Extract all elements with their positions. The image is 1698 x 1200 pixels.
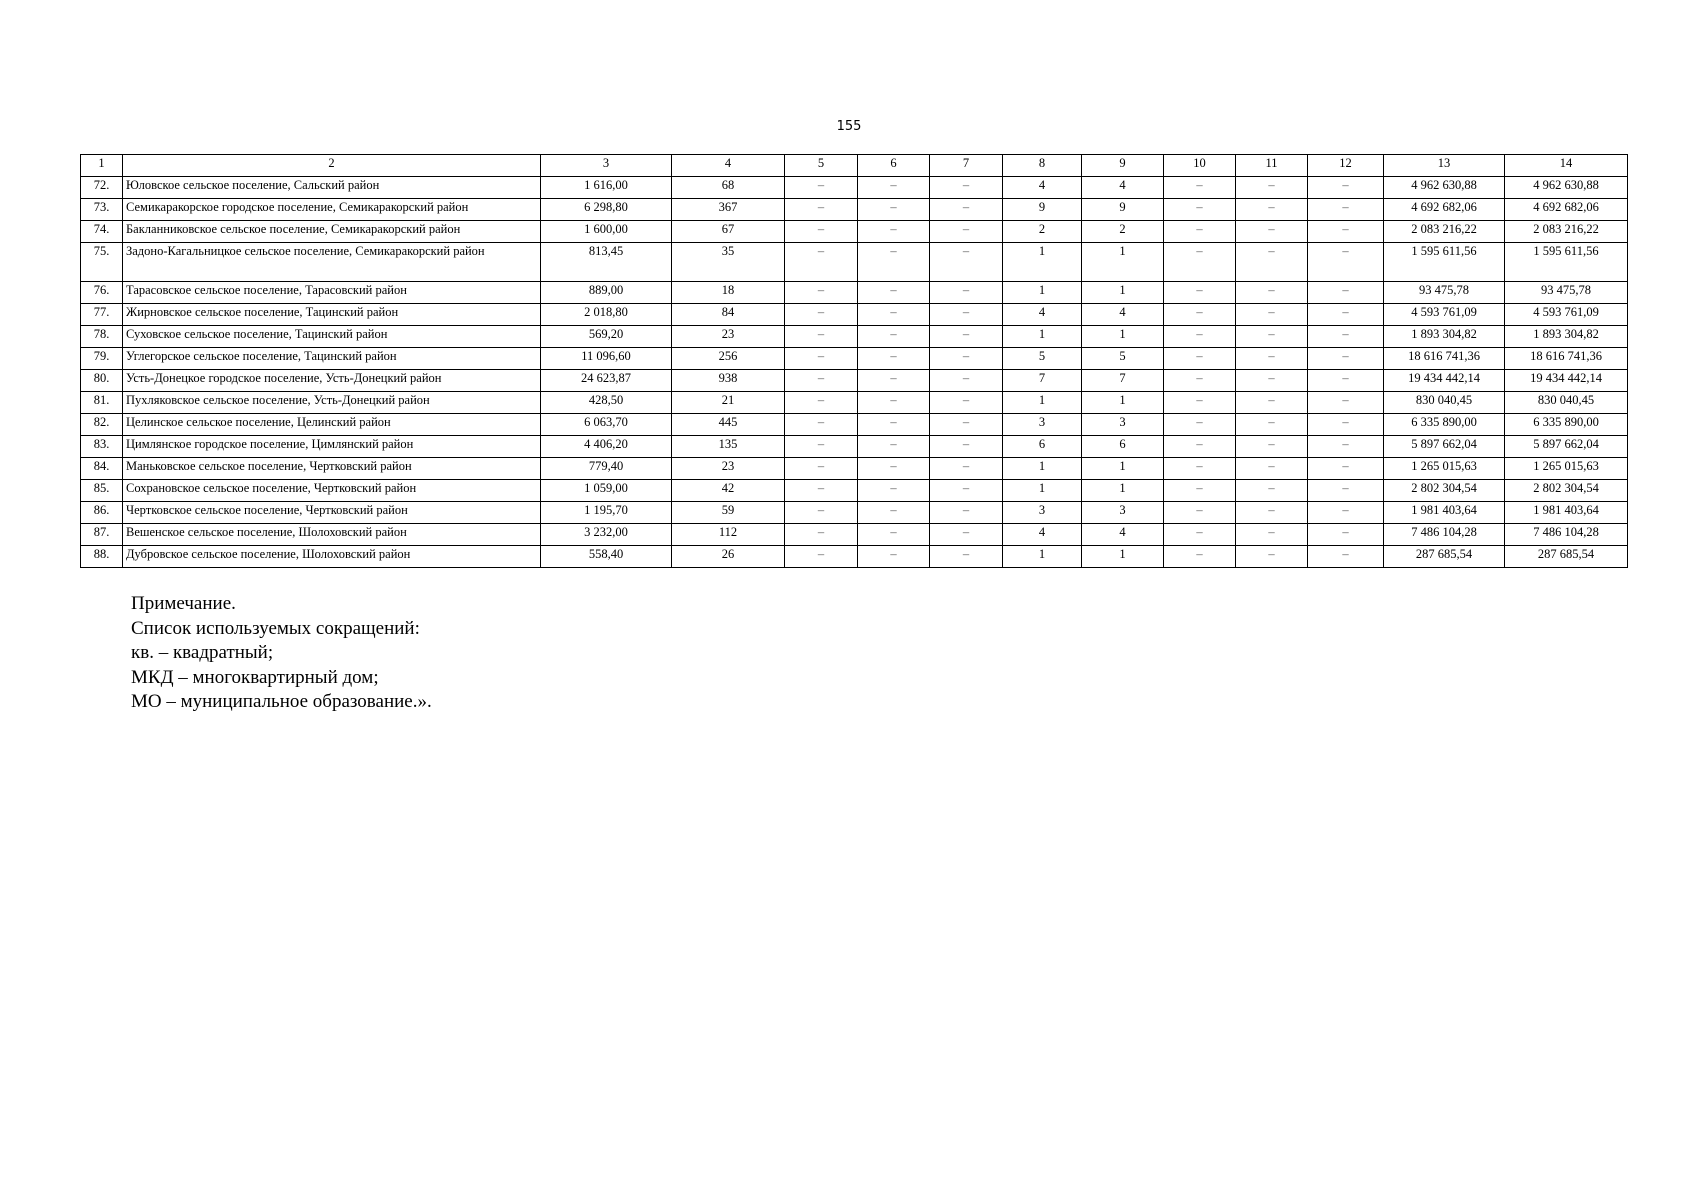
table-cell: – bbox=[785, 177, 858, 199]
table-cell: – bbox=[1308, 392, 1384, 414]
table-cell: 1 893 304,82 bbox=[1505, 326, 1628, 348]
table-cell: – bbox=[1308, 546, 1384, 568]
table-cell: – bbox=[858, 392, 930, 414]
column-number-row bbox=[81, 155, 1628, 177]
table-cell: – bbox=[1164, 177, 1236, 199]
table-cell: – bbox=[930, 304, 1003, 326]
table-cell: – bbox=[858, 546, 930, 568]
table-cell: 830 040,45 bbox=[1384, 392, 1505, 414]
table-cell: 6 335 890,00 bbox=[1384, 414, 1505, 436]
table-cell: 4 692 682,06 bbox=[1384, 199, 1505, 221]
table-cell: – bbox=[858, 436, 930, 458]
table-cell: 5 897 662,04 bbox=[1384, 436, 1505, 458]
table-cell: – bbox=[1236, 546, 1308, 568]
table-cell: – bbox=[1308, 348, 1384, 370]
table-cell: – bbox=[1164, 221, 1236, 243]
table-cell: 6 bbox=[1003, 436, 1082, 458]
table-cell: – bbox=[785, 243, 858, 282]
table-cell: 1 bbox=[1082, 282, 1164, 304]
table-cell: 5 bbox=[1082, 348, 1164, 370]
note-abbreviation-mo: МО – муниципальное образование.». bbox=[131, 691, 432, 712]
column-number-cell: 6 bbox=[858, 155, 930, 177]
table-row bbox=[81, 414, 1628, 436]
row-number-cell: 76. bbox=[81, 282, 123, 304]
table-cell: – bbox=[1308, 243, 1384, 282]
row-number-cell: 85. bbox=[81, 480, 123, 502]
table-row bbox=[81, 221, 1628, 243]
table-row bbox=[81, 370, 1628, 392]
table-cell: – bbox=[1236, 524, 1308, 546]
table-cell: – bbox=[785, 326, 858, 348]
settlement-name-cell: Цимлянское городское поселение, Цимлянский район bbox=[123, 436, 541, 458]
table-cell: 779,40 bbox=[541, 458, 672, 480]
table-cell: 19 434 442,14 bbox=[1505, 370, 1628, 392]
table-cell: – bbox=[858, 243, 930, 282]
table-cell: – bbox=[858, 414, 930, 436]
table-cell: – bbox=[785, 348, 858, 370]
table-row bbox=[81, 458, 1628, 480]
column-number-cell: 14 bbox=[1505, 155, 1628, 177]
table-cell: 6 bbox=[1082, 436, 1164, 458]
table-cell: 1 bbox=[1003, 392, 1082, 414]
table-cell: 2 bbox=[1003, 221, 1082, 243]
row-number-cell: 83. bbox=[81, 436, 123, 458]
table-cell: 3 bbox=[1082, 502, 1164, 524]
table-cell: 4 406,20 bbox=[541, 436, 672, 458]
table-cell: 4 bbox=[1082, 304, 1164, 326]
table-cell: – bbox=[1236, 243, 1308, 282]
table-cell: 6 298,80 bbox=[541, 199, 672, 221]
table-cell: – bbox=[1164, 546, 1236, 568]
note-abbreviation-kv: кв. – квадратный; bbox=[131, 642, 274, 663]
table-cell: – bbox=[858, 458, 930, 480]
data-table bbox=[80, 154, 1628, 568]
note-block bbox=[131, 592, 432, 715]
settlement-name-cell: Целинское сельское поселение, Целинский район bbox=[123, 414, 541, 436]
column-number-cell: 13 bbox=[1384, 155, 1505, 177]
settlement-name-cell: Тарасовское сельское поселение, Тарасовский район bbox=[123, 282, 541, 304]
table-cell: 2 bbox=[1082, 221, 1164, 243]
table-cell: 19 434 442,14 bbox=[1384, 370, 1505, 392]
table-cell: 1 bbox=[1003, 546, 1082, 568]
table-cell: 367 bbox=[672, 199, 785, 221]
table-cell: – bbox=[1308, 370, 1384, 392]
table-cell: – bbox=[858, 282, 930, 304]
table-cell: 23 bbox=[672, 458, 785, 480]
table-cell: – bbox=[785, 502, 858, 524]
table-cell: – bbox=[1236, 282, 1308, 304]
table-cell: 4 593 761,09 bbox=[1505, 304, 1628, 326]
table-cell: 1 195,70 bbox=[541, 502, 672, 524]
row-number-cell: 81. bbox=[81, 392, 123, 414]
table-cell: 18 616 741,36 bbox=[1505, 348, 1628, 370]
table-cell: 1 bbox=[1003, 282, 1082, 304]
table-cell: – bbox=[1164, 282, 1236, 304]
table-cell: 5 897 662,04 bbox=[1505, 436, 1628, 458]
table-cell: 7 486 104,28 bbox=[1384, 524, 1505, 546]
table-cell: – bbox=[1308, 221, 1384, 243]
table-cell: – bbox=[858, 348, 930, 370]
table-cell: 93 475,78 bbox=[1384, 282, 1505, 304]
table-cell: 1 981 403,64 bbox=[1384, 502, 1505, 524]
table-cell: – bbox=[930, 177, 1003, 199]
table-cell: – bbox=[858, 524, 930, 546]
row-number-cell: 73. bbox=[81, 199, 123, 221]
row-number-cell: 74. bbox=[81, 221, 123, 243]
settlement-name-cell: Вешенское сельское поселение, Шолоховский район bbox=[123, 524, 541, 546]
table-cell: 4 bbox=[1082, 177, 1164, 199]
table-cell: 1 595 611,56 bbox=[1505, 243, 1628, 282]
table-cell: – bbox=[1164, 370, 1236, 392]
table-cell: 1 bbox=[1082, 243, 1164, 282]
table-cell: 889,00 bbox=[541, 282, 672, 304]
row-number-cell: 77. bbox=[81, 304, 123, 326]
settlement-name-cell: Сохрановское сельское поселение, Чертковский район bbox=[123, 480, 541, 502]
table-cell: 287 685,54 bbox=[1384, 546, 1505, 568]
table-cell: 445 bbox=[672, 414, 785, 436]
table-cell: – bbox=[1236, 414, 1308, 436]
column-number-cell: 7 bbox=[930, 155, 1003, 177]
table-cell: 7 bbox=[1003, 370, 1082, 392]
page-number: 155 bbox=[836, 119, 862, 134]
table-cell: – bbox=[785, 546, 858, 568]
settlement-name-cell: Юловское сельское поселение, Сальский район bbox=[123, 177, 541, 199]
settlement-name-cell: Усть-Донецкое городское поселение, Усть-Донецкий район bbox=[123, 370, 541, 392]
column-number-cell: 4 bbox=[672, 155, 785, 177]
row-number-cell: 80. bbox=[81, 370, 123, 392]
table-cell: 67 bbox=[672, 221, 785, 243]
table-cell: 1 bbox=[1082, 392, 1164, 414]
table-cell: – bbox=[1236, 177, 1308, 199]
table-cell: – bbox=[1236, 480, 1308, 502]
table-cell: – bbox=[1164, 436, 1236, 458]
table-cell: 11 096,60 bbox=[541, 348, 672, 370]
table-cell: 1 265 015,63 bbox=[1384, 458, 1505, 480]
table-cell: 1 bbox=[1003, 480, 1082, 502]
column-number-cell: 9 bbox=[1082, 155, 1164, 177]
table-cell: – bbox=[930, 243, 1003, 282]
table-cell: – bbox=[858, 370, 930, 392]
table-cell: – bbox=[930, 282, 1003, 304]
table-cell: – bbox=[1308, 282, 1384, 304]
table-cell: – bbox=[930, 392, 1003, 414]
table-row bbox=[81, 243, 1628, 282]
settlement-name-cell: Пухляковское сельское поселение, Усть-Донецкий район bbox=[123, 392, 541, 414]
column-number-cell: 1 bbox=[81, 155, 123, 177]
table-cell: 112 bbox=[672, 524, 785, 546]
table-cell: 287 685,54 bbox=[1505, 546, 1628, 568]
table-cell: – bbox=[1236, 326, 1308, 348]
table-cell: 2 083 216,22 bbox=[1505, 221, 1628, 243]
column-number-cell: 12 bbox=[1308, 155, 1384, 177]
table-cell: – bbox=[1308, 326, 1384, 348]
table-cell: – bbox=[785, 414, 858, 436]
table-cell: – bbox=[1308, 524, 1384, 546]
table-cell: – bbox=[785, 392, 858, 414]
table-cell: – bbox=[1308, 502, 1384, 524]
table-cell: 4 692 682,06 bbox=[1505, 199, 1628, 221]
table-cell: 256 bbox=[672, 348, 785, 370]
table-cell: – bbox=[785, 480, 858, 502]
table-cell: – bbox=[1308, 199, 1384, 221]
column-number-cell: 5 bbox=[785, 155, 858, 177]
table-cell: 9 bbox=[1082, 199, 1164, 221]
settlement-name-cell: Бакланниковское сельское поселение, Семикаракорский район bbox=[123, 221, 541, 243]
table-cell: 4 bbox=[1003, 524, 1082, 546]
table-cell: 3 bbox=[1082, 414, 1164, 436]
table-cell: – bbox=[1236, 370, 1308, 392]
table-cell: 1 bbox=[1003, 458, 1082, 480]
column-number-cell: 3 bbox=[541, 155, 672, 177]
table-cell: – bbox=[930, 199, 1003, 221]
table-cell: – bbox=[1164, 524, 1236, 546]
table-cell: – bbox=[930, 480, 1003, 502]
table-cell: 7 bbox=[1082, 370, 1164, 392]
table-cell: 813,45 bbox=[541, 243, 672, 282]
table-cell: 24 623,87 bbox=[541, 370, 672, 392]
table-cell: – bbox=[1164, 199, 1236, 221]
row-number-cell: 72. bbox=[81, 177, 123, 199]
row-number-cell: 78. bbox=[81, 326, 123, 348]
table-cell: 26 bbox=[672, 546, 785, 568]
table-cell: – bbox=[930, 502, 1003, 524]
table-cell: – bbox=[930, 221, 1003, 243]
settlement-name-cell: Углегорское сельское поселение, Тацинский район bbox=[123, 348, 541, 370]
table-cell: – bbox=[858, 221, 930, 243]
table-cell: – bbox=[930, 524, 1003, 546]
table-cell: 1 600,00 bbox=[541, 221, 672, 243]
table-cell: – bbox=[785, 282, 858, 304]
table-cell: 2 018,80 bbox=[541, 304, 672, 326]
table-cell: – bbox=[785, 524, 858, 546]
settlement-name-cell: Семикаракорское городское поселение, Семикаракорский район bbox=[123, 199, 541, 221]
table-cell: – bbox=[1308, 436, 1384, 458]
table-cell: 42 bbox=[672, 480, 785, 502]
table-cell: 569,20 bbox=[541, 326, 672, 348]
settlement-name-cell: Дубровское сельское поселение, Шолоховский район bbox=[123, 546, 541, 568]
table-cell: – bbox=[858, 502, 930, 524]
table-cell: – bbox=[1164, 502, 1236, 524]
table-cell: 93 475,78 bbox=[1505, 282, 1628, 304]
table-cell: 4 bbox=[1082, 524, 1164, 546]
column-number-cell: 2 bbox=[123, 155, 541, 177]
table-cell: 4 593 761,09 bbox=[1384, 304, 1505, 326]
table-cell: – bbox=[1236, 436, 1308, 458]
table-cell: – bbox=[785, 458, 858, 480]
note-title: Примечание. bbox=[131, 593, 236, 614]
table-cell: 135 bbox=[672, 436, 785, 458]
table-cell: 4 962 630,88 bbox=[1505, 177, 1628, 199]
table-cell: 59 bbox=[672, 502, 785, 524]
table-cell: 35 bbox=[672, 243, 785, 282]
table-cell: 428,50 bbox=[541, 392, 672, 414]
table-cell: – bbox=[1164, 348, 1236, 370]
table-row bbox=[81, 502, 1628, 524]
table-cell: – bbox=[1308, 414, 1384, 436]
table-cell: 830 040,45 bbox=[1505, 392, 1628, 414]
table-row bbox=[81, 436, 1628, 458]
settlement-name-cell: Жирновское сельское поселение, Тацинский район bbox=[123, 304, 541, 326]
table-cell: – bbox=[1308, 304, 1384, 326]
table-cell: – bbox=[1236, 502, 1308, 524]
row-number-cell: 79. bbox=[81, 348, 123, 370]
table-cell: 3 bbox=[1003, 502, 1082, 524]
table-cell: 18 bbox=[672, 282, 785, 304]
table-cell: 5 bbox=[1003, 348, 1082, 370]
table-cell: 1 bbox=[1003, 243, 1082, 282]
table-row bbox=[81, 199, 1628, 221]
table-cell: – bbox=[930, 436, 1003, 458]
row-number-cell: 84. bbox=[81, 458, 123, 480]
table-cell: – bbox=[1308, 480, 1384, 502]
table-cell: 1 059,00 bbox=[541, 480, 672, 502]
row-number-cell: 88. bbox=[81, 546, 123, 568]
column-number-cell: 10 bbox=[1164, 155, 1236, 177]
table-cell: – bbox=[1164, 392, 1236, 414]
table-cell: 1 265 015,63 bbox=[1505, 458, 1628, 480]
table-cell: 7 486 104,28 bbox=[1505, 524, 1628, 546]
table-cell: 1 bbox=[1082, 458, 1164, 480]
table-row bbox=[81, 480, 1628, 502]
table-row bbox=[81, 304, 1628, 326]
table-cell: – bbox=[1164, 414, 1236, 436]
table-cell: – bbox=[785, 221, 858, 243]
table-cell: 2 083 216,22 bbox=[1384, 221, 1505, 243]
table-cell: 9 bbox=[1003, 199, 1082, 221]
table-cell: – bbox=[1236, 304, 1308, 326]
table-cell: 1 616,00 bbox=[541, 177, 672, 199]
table-cell: – bbox=[930, 458, 1003, 480]
table-cell: – bbox=[785, 199, 858, 221]
table-cell: – bbox=[785, 304, 858, 326]
table-row bbox=[81, 546, 1628, 568]
table-row bbox=[81, 326, 1628, 348]
table-cell: 1 893 304,82 bbox=[1384, 326, 1505, 348]
table-row bbox=[81, 177, 1628, 199]
table-cell: 1 bbox=[1082, 546, 1164, 568]
table-cell: – bbox=[1236, 221, 1308, 243]
table-cell: 3 232,00 bbox=[541, 524, 672, 546]
settlement-name-cell: Маньковское сельское поселение, Чертковский район bbox=[123, 458, 541, 480]
table-cell: 1 981 403,64 bbox=[1505, 502, 1628, 524]
table-row bbox=[81, 392, 1628, 414]
row-number-cell: 86. bbox=[81, 502, 123, 524]
table-cell: – bbox=[1164, 480, 1236, 502]
table-cell: – bbox=[1164, 326, 1236, 348]
table-cell: – bbox=[785, 436, 858, 458]
table-cell: 6 335 890,00 bbox=[1505, 414, 1628, 436]
table-row bbox=[81, 524, 1628, 546]
table-cell: 18 616 741,36 bbox=[1384, 348, 1505, 370]
table-cell: – bbox=[1164, 243, 1236, 282]
column-number-cell: 11 bbox=[1236, 155, 1308, 177]
table-cell: 938 bbox=[672, 370, 785, 392]
table-cell: – bbox=[785, 370, 858, 392]
table-cell: – bbox=[930, 546, 1003, 568]
table-cell: – bbox=[1308, 458, 1384, 480]
table-cell: – bbox=[858, 304, 930, 326]
table-cell: – bbox=[1308, 177, 1384, 199]
table-cell: – bbox=[858, 326, 930, 348]
table-cell: – bbox=[930, 370, 1003, 392]
table-cell: 4 bbox=[1003, 304, 1082, 326]
table-cell: 4 bbox=[1003, 177, 1082, 199]
table-cell: – bbox=[1164, 458, 1236, 480]
table-cell: 21 bbox=[672, 392, 785, 414]
table-row bbox=[81, 282, 1628, 304]
note-abbreviation-mkd: МКД – многоквартирный дом; bbox=[131, 666, 379, 688]
table-cell: 1 595 611,56 bbox=[1384, 243, 1505, 282]
table-cell: 3 bbox=[1003, 414, 1082, 436]
table-cell: – bbox=[930, 348, 1003, 370]
row-number-cell: 75. bbox=[81, 243, 123, 282]
table-cell: 4 962 630,88 bbox=[1384, 177, 1505, 199]
table-cell: – bbox=[1236, 458, 1308, 480]
table-cell: 1 bbox=[1003, 326, 1082, 348]
note-abbreviations-heading: Список используемых сокращений: bbox=[131, 617, 420, 639]
settlement-name-cell: Суховское сельское поселение, Тацинский район bbox=[123, 326, 541, 348]
table-cell: – bbox=[930, 414, 1003, 436]
table-cell: – bbox=[858, 199, 930, 221]
table-cell: 1 bbox=[1082, 326, 1164, 348]
table-cell: – bbox=[1236, 348, 1308, 370]
table-row bbox=[81, 348, 1628, 370]
table-cell: 2 802 304,54 bbox=[1384, 480, 1505, 502]
table-cell: 6 063,70 bbox=[541, 414, 672, 436]
table-cell: – bbox=[858, 480, 930, 502]
settlement-name-cell: Задоно-Кагальницкое сельское поселение, Семикаракорский район bbox=[123, 243, 541, 282]
table-cell: – bbox=[930, 326, 1003, 348]
table-cell: 84 bbox=[672, 304, 785, 326]
table-cell: – bbox=[1236, 392, 1308, 414]
table-cell: 558,40 bbox=[541, 546, 672, 568]
table-cell: 1 bbox=[1082, 480, 1164, 502]
table-cell: – bbox=[1164, 304, 1236, 326]
row-number-cell: 82. bbox=[81, 414, 123, 436]
table-cell: 68 bbox=[672, 177, 785, 199]
table-cell: 23 bbox=[672, 326, 785, 348]
table-cell: 2 802 304,54 bbox=[1505, 480, 1628, 502]
settlement-name-cell: Чертковское сельское поселение, Чертковский район bbox=[123, 502, 541, 524]
row-number-cell: 87. bbox=[81, 524, 123, 546]
column-number-cell: 8 bbox=[1003, 155, 1082, 177]
table-cell: – bbox=[1236, 199, 1308, 221]
table-cell: – bbox=[858, 177, 930, 199]
